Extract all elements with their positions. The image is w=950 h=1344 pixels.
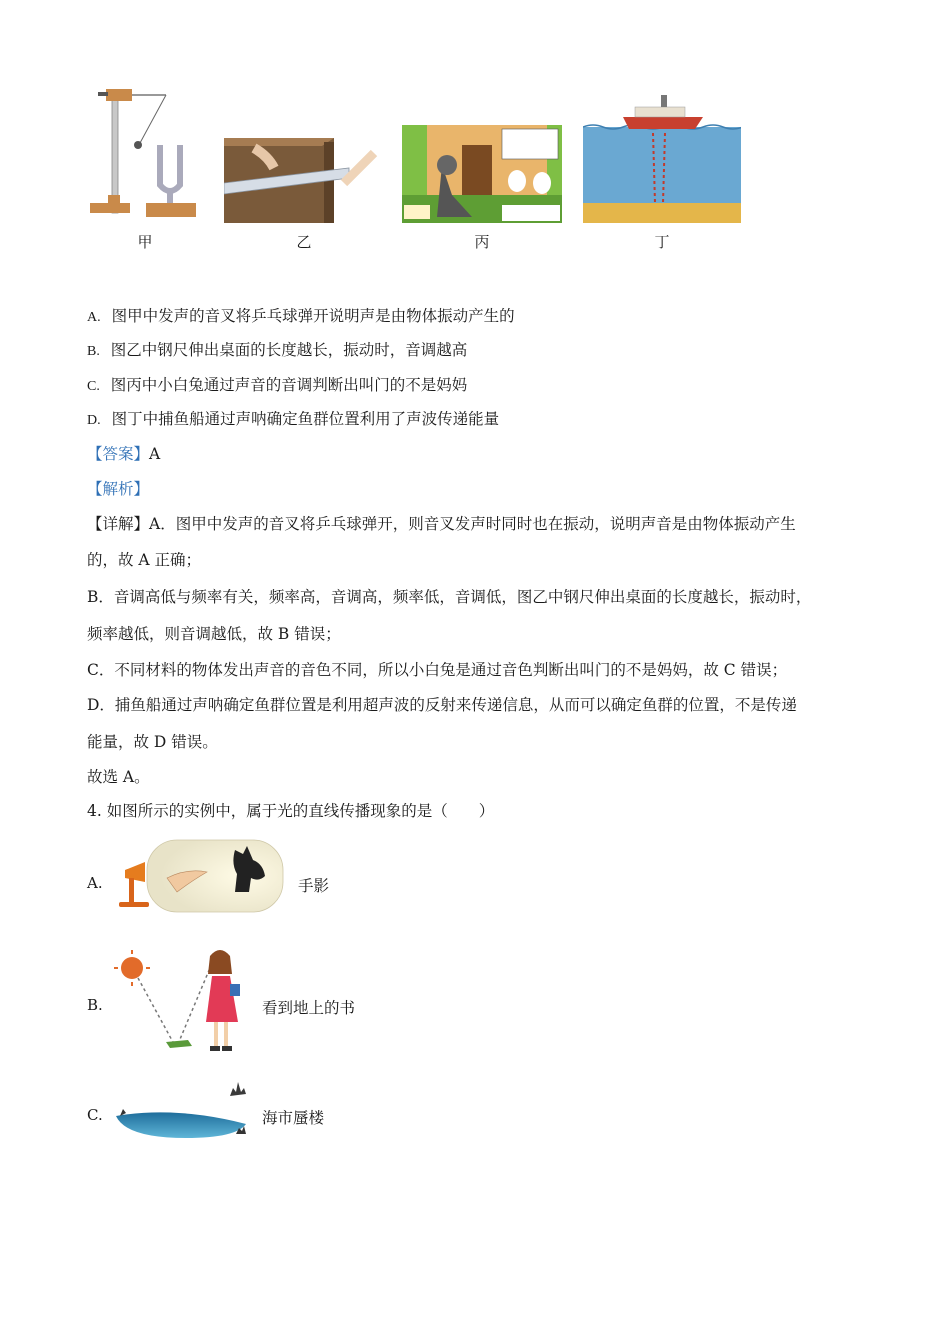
answer-tag: 【答案】 bbox=[87, 445, 150, 463]
answer-value: A bbox=[149, 445, 161, 463]
option-label: D. bbox=[87, 413, 101, 428]
mirage-figure bbox=[112, 1080, 252, 1144]
figure-caption-yi: 乙 bbox=[296, 233, 312, 251]
q4-option-b-label: B. bbox=[87, 996, 103, 1014]
figure-caption-ding: 丁 bbox=[654, 233, 670, 251]
explanation-line-6: D．捕鱼船通过声呐确定鱼群位置是利用超声波的反射来传递信息，从而可以确定鱼群的位置，不是传递 bbox=[87, 696, 797, 714]
figure-caption-jia: 甲 bbox=[137, 233, 153, 251]
q4-option-c-label: C. bbox=[87, 1106, 103, 1124]
hand-shadow-figure bbox=[117, 838, 285, 914]
analysis-tag: 【解析】 bbox=[87, 480, 150, 498]
option-text: 图丁中捕鱼船通过声呐确定鱼群位置利用了声波传递能量 bbox=[111, 410, 500, 428]
explanation-line-3: B．音调高低与频率有关，频率高，音调高，频率低，音调低，图乙中钢尺伸出桌面的长度越长，振动时， bbox=[87, 588, 812, 606]
option-text: 图乙中钢尺伸出桌面的长度越长，振动时，音调越高 bbox=[110, 341, 468, 359]
cartoon-rabbits-figure bbox=[402, 125, 562, 223]
explanation-line-2: 的，故 A 正确； bbox=[87, 551, 202, 569]
q4-option-a-label: A. bbox=[87, 874, 103, 892]
q3-option-b bbox=[87, 340, 467, 362]
explanation-line-1 bbox=[87, 514, 867, 534]
explanation-text: A．图甲中发声的音叉将乒乓球弹开，则音叉发声时同时也在振动，说明声音是由物体振动产生 bbox=[149, 515, 796, 533]
explanation-line-5: C．不同材料的物体发出声音的音色不同，所以小白兔是通过音色判断出叫门的不是妈妈，故 C 错误； bbox=[87, 661, 788, 679]
q3-option-d bbox=[87, 409, 499, 431]
option-text: 图丙中小白兔通过声音的音调判断出叫门的不是妈妈 bbox=[110, 376, 468, 394]
q4-option-a-text: 手影 bbox=[298, 877, 330, 895]
steel-ruler-figure bbox=[224, 128, 384, 223]
option-text: 图甲中发声的音叉将乒乓球弹开说明声是由物体振动产生的 bbox=[111, 307, 515, 325]
option-label: A. bbox=[87, 310, 101, 325]
girl-book-figure bbox=[114, 946, 250, 1056]
q3-option-a bbox=[87, 306, 515, 328]
explanation-tag: 【详解】 bbox=[87, 515, 150, 533]
explanation-line-4: 频率越低，则音调越低，故 B 错误； bbox=[87, 625, 341, 643]
option-label: B. bbox=[87, 344, 100, 359]
q4-option-b-text: 看到地上的书 bbox=[262, 999, 356, 1017]
q4-option-c-text: 海市蜃楼 bbox=[262, 1109, 325, 1127]
sonar-boat-figure bbox=[583, 93, 741, 223]
answer-line bbox=[87, 444, 160, 464]
figure-caption-bing: 丙 bbox=[474, 233, 490, 251]
explanation-line-7: 能量，故 D 错误。 bbox=[87, 733, 218, 751]
q3-option-c bbox=[87, 375, 467, 397]
conclusion-line: 故选 A。 bbox=[87, 768, 150, 786]
option-label: C. bbox=[87, 379, 100, 394]
tuning-fork-figure bbox=[88, 85, 203, 225]
question-4-stem: 4. 如图所示的实例中，属于光的直线传播现象的是（ ） bbox=[87, 802, 495, 820]
